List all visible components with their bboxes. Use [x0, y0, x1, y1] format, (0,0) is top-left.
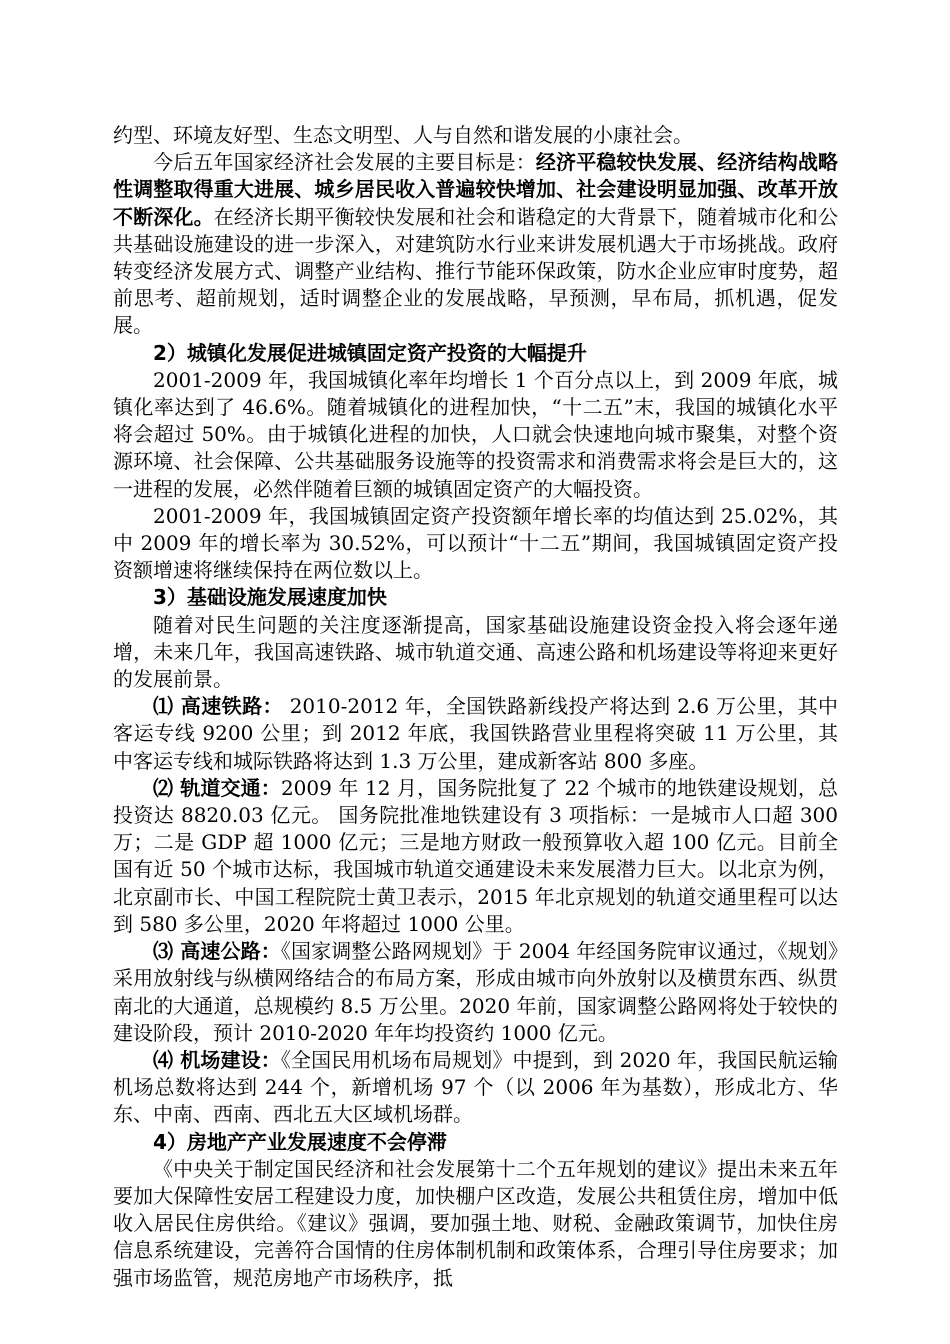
item-label: ⑷ 机场建设：: [153, 1047, 281, 1072]
item-text: 2009 年 12 月，国务院批复了 22 个城市的地铁建设规划，总投资达 8820.03 亿元。 国务院批准地铁建设有 3 项指标：一是城市人口超 300 万；二是 GDP 超 1000 亿元；三是地方财政一般预算收入超 100 亿元。目前全国有近 50 个城市达标，我国城市轨道交通建设未来发展潜力巨大。以北京为例，北京副市长、中国工程院院士黄卫表示，2015 年北京规划的轨道交通里程可以达到 580 多公里，2020 年将超过 1000 公里。: [113, 775, 838, 936]
item-label: ⑶ 高速公路：: [153, 939, 281, 964]
paragraph-text: 约型、环境友好型、生态文明型、人与自然和谐发展的小康社会。: [113, 123, 693, 147]
paragraph: 《中央关于制定国民经济和社会发展第十二个五年规划的建议》提出未来五年要加大保障性安居工程建设力度，加快棚户区改造，发展公共租赁住房，增加中低收入居民住房供给。《建议》强调，要加强土地、财税、金融政策调节，加快住房信息系统建设，完善符合国情的住房体制机制和政策体系，合理引导住房要求；加强市场监管，规范房地产市场秩序，抵: [113, 1156, 838, 1290]
goals-bold: 经济平稳较快发展、经济结构战略性调整取得重大进展、城乡居民收入普遍较快增加、社会建设明显加强、改革开放不断深化。: [113, 150, 839, 229]
goals-intro: 今后五年国家经济社会发展的主要目标是：: [153, 150, 536, 175]
item-label: ⑴ 高速铁路：: [153, 694, 283, 719]
list-item-rail-transit: [113, 775, 838, 938]
list-item-railway: [113, 693, 838, 775]
paragraph-goals: [113, 149, 838, 339]
list-item-airport: [113, 1047, 838, 1129]
item-text: 《全国民用机场布局规划》中提到，到 2020 年，我国民航运输机场总数将达到 244 个，新增机场 97 个（以 2006 年为基数），形成北方、华东、中南、西南、西北五大区域机场群。: [113, 1047, 838, 1127]
section-heading-3: 3）基础设施发展速度加快: [153, 585, 387, 610]
section-heading-2: 2）城镇化发展促进城镇固定资产投资的大幅提升: [153, 340, 587, 365]
paragraph: [113, 122, 838, 149]
item-label: ⑵ 轨道交通：: [153, 775, 281, 800]
item-text: 《国家调整公路网规划》于 2004 年经国务院审议通过，《规划》采用放射线与纵横网络结合的布局方案，形成由城市向外放射以及横贯东西、纵贯南北的大通道，总规模约 8.5 万公里。2020 年前，国家调整公路网将处于较快的建设阶段，预计 2010-2020 年年均投资约 1000 亿元。: [113, 939, 838, 1045]
goals-text: 在经济长期平衡较快发展和社会和谐稳定的大背景下，随着城市化和公共基础设施建设的进一步深入，对建筑防水行业来讲发展机遇大于市场挑战。政府转变经济发展方式、调整产业结构、推行节能环保政策，防水企业应审时度势，超前思考、超前规划，适时调整企业的发展战略，早预测，早布局，抓机遇，促发展。: [113, 204, 839, 338]
list-item-highway: [113, 938, 838, 1047]
paragraph: 随着对民生问题的关注度逐渐提高，国家基础设施建设资金投入将会逐年递增，未来几年，我国高速铁路、城市轨道交通、高速公路和机场建设等将迎来更好的发展前景。: [113, 612, 838, 692]
document-body: [113, 122, 838, 1292]
item-text: 2010-2012 年，全国铁路新线投产将达到 2.6 万公里，其中客运专线 9200 公里；到 2012 年底，我国铁路营业里程将突破 11 万公里，其中客运专线和城际铁路将达到 1.3 万公里，建成新客站 800 多座。: [113, 694, 838, 773]
paragraph: 2001-2009 年，我国城镇固定资产投资额年增长率的均值达到 25.02%，其中 2009 年的增长率为 30.52%，可以预计“十二五”期间，我国城镇固定资产投资额增速将继续保持在两位数以上。: [113, 503, 838, 583]
section-heading-4: 4）房地产产业发展速度不会停滞: [153, 1129, 447, 1154]
paragraph: 2001-2009 年，我国城镇化率年均增长 1 个百分点以上，到 2009 年底，城镇化率达到了 46.6%。随着城镇化的进程加快，“十二五”末，我国的城镇化水平将会超过 50%。由于城镇化进程的加快，人口就会快速地向城市聚集，对整个资源环境、社会保障、公共基础服务设施等的投资需求和消费需求将会是巨大的，这一进程的发展，必然伴随着巨额的城镇固定资产的大幅投资。: [113, 367, 838, 501]
